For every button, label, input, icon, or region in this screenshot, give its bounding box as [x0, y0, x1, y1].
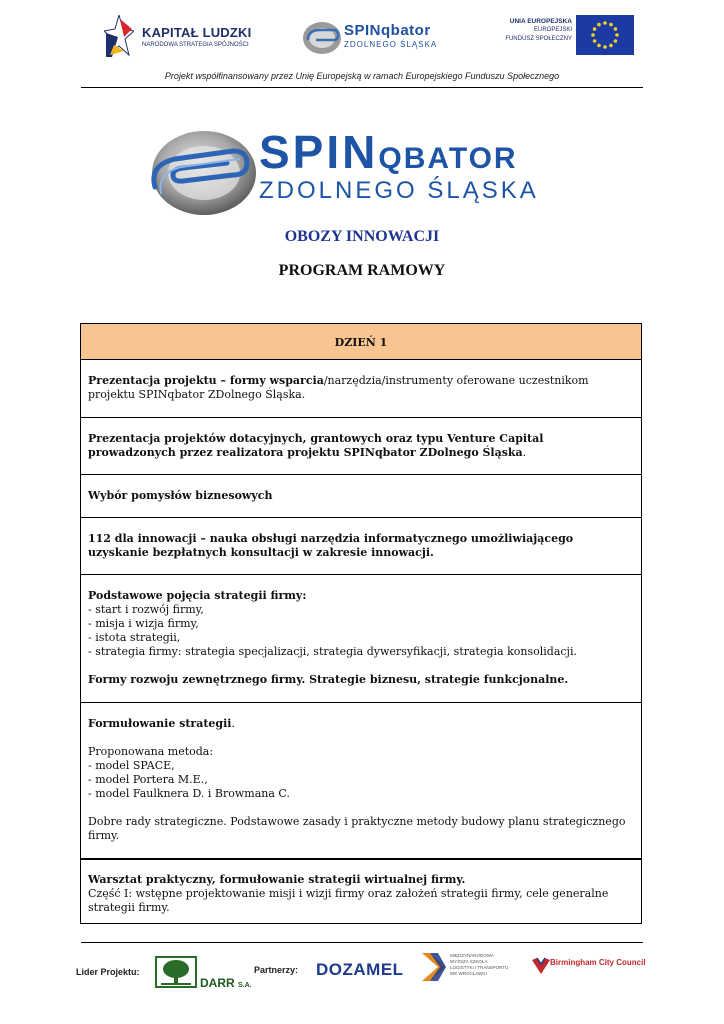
leader-label: Lider Projektu: — [76, 967, 140, 977]
row-rest: . — [231, 717, 235, 730]
list-item: - model SPACE, — [88, 759, 175, 772]
main-logo-line2: ZDOLNEGO ŚLĄSKA — [259, 177, 539, 204]
ue-line1: UNIA EUROPEJSKA — [509, 18, 572, 25]
spacer — [88, 801, 633, 815]
row-bold: 112 dla innowacji – nauka obsługi narzędzia informatycznego umożliwiającego uzyskanie bezpłatnych konsultacji w zakresie innowacji. — [88, 532, 574, 559]
header-divider — [81, 87, 643, 88]
darr-box — [155, 956, 197, 988]
list-item: - strategia firmy: strategia specjalizacji, strategia dywersyfikacji, strategia konsolidacji. — [88, 645, 577, 658]
wsl-line: WYŻSZA SZKOŁA — [450, 959, 488, 964]
spacer — [88, 659, 633, 673]
main-logo-qbator: QBATOR — [378, 142, 518, 175]
row-bold-secondary: Formy rozwoju zewnętrznego firmy. Strategie biznesu, strategie funkcjonalne. — [88, 673, 569, 686]
partners-label: Partnerzy: — [254, 965, 299, 975]
birmingham-text: Birmingham City Council — [550, 958, 646, 967]
spinqbator-small-logo — [302, 20, 452, 56]
row-bold: Wybór pomysłów biznesowych — [88, 489, 273, 502]
row-rest: Część I: wstępne projektowanie misji i wizji firmy oraz założeń strategii firmy, cele generalne strategii firmy. — [88, 887, 609, 914]
program-table — [80, 323, 642, 924]
paperclip-icon — [302, 20, 342, 56]
birmingham-logo — [530, 956, 645, 980]
closing-text: Dobre rady strategiczne. Podstawowe zasady i praktyczne metody budowy planu strategicznego firmy. — [88, 815, 626, 842]
program-row — [81, 859, 641, 923]
kapital-ludzki-title: KAPITAŁ LUDZKI — [142, 25, 252, 40]
list-item: - start i rozwój firmy, — [88, 603, 204, 616]
list-item: - misja i wizja firmy, — [88, 617, 199, 630]
spinqbator-main-logo — [147, 127, 547, 217]
main-logo-spin: SPIN — [259, 126, 379, 178]
footer-divider — [81, 942, 643, 943]
document-title: OBOZY INNOWACJI — [284, 228, 440, 245]
ue-efs-logo — [497, 15, 634, 61]
spinqbator-small-word2: ZDOLNEGO ŚLĄSKA — [344, 40, 438, 49]
method-label: Proponowana metoda: — [88, 745, 214, 758]
spacer — [88, 731, 633, 745]
wsl-line: MIĘDZYNARODOWA — [450, 953, 494, 958]
wsl-line: LOGISTYKI I TRANSPORTU — [450, 965, 509, 970]
tree-icon — [157, 958, 195, 986]
row-bold: Prezentacja projektu – formy wsparcia — [88, 374, 324, 387]
wsl-logo — [420, 951, 515, 985]
program-row — [81, 475, 641, 518]
ue-line2: EUROPEJSKI — [533, 27, 572, 33]
kapital-ludzki-subtitle: NARODOWA STRATEGIA SPÓJNOŚCI — [142, 42, 249, 48]
darr-suffix: S.A. — [238, 982, 252, 989]
program-row — [81, 360, 641, 418]
row-rest: /narzędzia/instrumenty oferowane uczestnikom projektu SPINqbator ZDolnego Śląska. — [88, 374, 589, 401]
dozamel-logo: DOZAMEL — [316, 960, 404, 979]
ue-line3: FUNDUSZ SPOŁECZNY — [505, 36, 572, 42]
x-mark-icon — [420, 951, 448, 983]
heart-mark-icon — [530, 956, 552, 976]
row-bold: Warsztat praktyczny, formułowanie strategii wirtualnej firmy. — [88, 873, 466, 886]
row-bold: Prezentacja projektów dotacyjnych, grantowych oraz typu Venture Capital prowadzonych przez realizatora projektu SPINqbator ZDolnego Śląska — [88, 432, 544, 459]
darr-name — [200, 976, 252, 990]
list-item: - istota strategii, — [88, 631, 181, 644]
main-logo-line1 — [259, 126, 518, 182]
ue-logo-text — [505, 17, 572, 44]
paperclip-logo-icon — [147, 127, 257, 217]
wsl-text — [450, 953, 508, 977]
row-bold: Podstawowe pojęcia strategii firmy: — [88, 589, 307, 602]
program-row — [81, 575, 641, 703]
list-item: - model Portera M.E., — [88, 773, 208, 786]
darr-logo — [155, 956, 252, 992]
program-row — [81, 418, 641, 475]
wsl-line: WE WROCŁAWIU — [450, 971, 487, 976]
document-subtitle: PROGRAM RAMOWY — [278, 262, 446, 279]
program-row — [81, 703, 641, 859]
day-heading: DZIEŃ 1 — [81, 324, 641, 360]
darr-name-text: DARR — [200, 976, 235, 990]
spinqbator-small-word1: SPINqbator — [344, 22, 431, 39]
row-text — [88, 374, 633, 402]
program-row — [81, 518, 641, 575]
row-text — [88, 717, 633, 731]
cofinancing-note: Projekt współfinansowany przez Unię Europejską w ramach Europejskiego Funduszu Społecznego — [164, 71, 560, 81]
kapital-ludzki-logo — [104, 15, 274, 59]
row-bold: Formułowanie strategii — [88, 717, 232, 730]
list-item: - model Faulknera D. i Browmana C. — [88, 787, 290, 800]
eu-flag-icon — [576, 15, 634, 55]
row-rest: . — [522, 446, 527, 459]
row-text — [88, 432, 633, 460]
star-logo-icon — [104, 15, 134, 57]
